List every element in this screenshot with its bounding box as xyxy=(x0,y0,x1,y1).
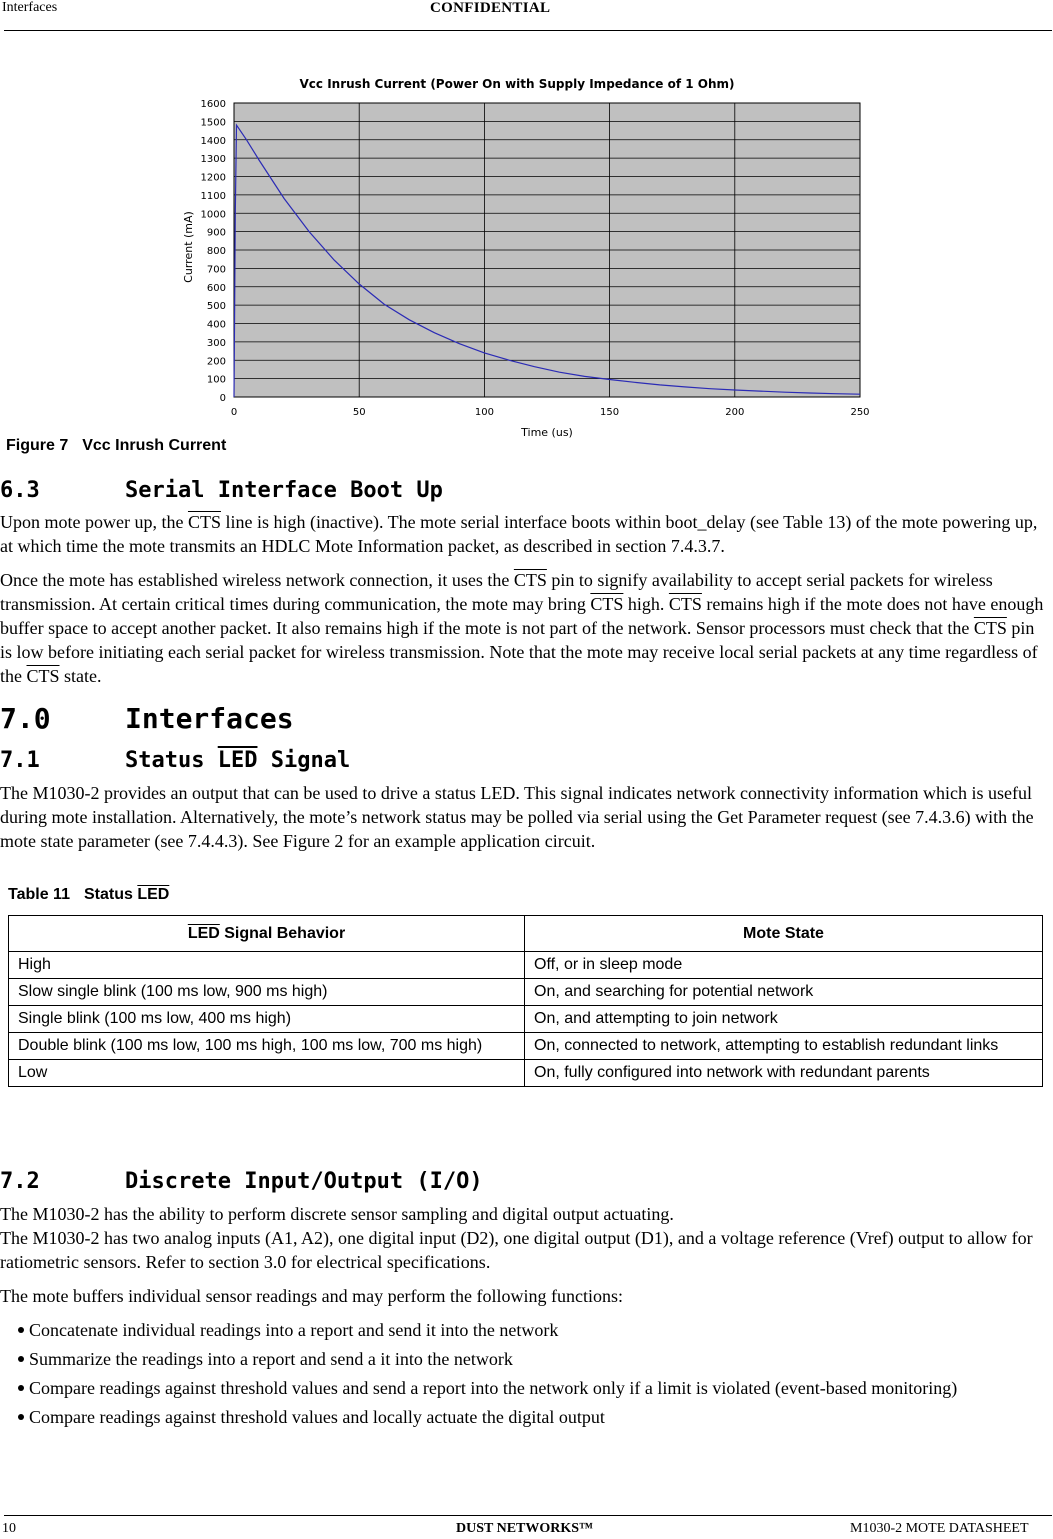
table-cell: High xyxy=(9,952,525,979)
text-run: state. xyxy=(59,666,102,686)
section-number: 6.3 xyxy=(0,478,40,503)
cts-signal: CTS xyxy=(513,570,547,590)
list-item xyxy=(0,1376,1050,1400)
footer-rule xyxy=(4,1515,1052,1516)
y-tick-label: 1200 xyxy=(200,172,226,184)
table-cell: On, connected to network, attempting to establish redundant links xyxy=(525,1033,1043,1060)
bullet-icon xyxy=(18,1327,24,1333)
paragraph: The M1030-2 provides an output that can be used to drive a status LED. This signal indicates network connectivity information which is useful during mote installation. Alternatively, the mote’s network status may be polled via serial using the Get Parameter request (see 7.4.3.6) with the mote state parameter (see 7.4.4.3). See Figure 2 for an example application circuit. xyxy=(0,783,1034,851)
header-label: Signal Behavior xyxy=(219,924,346,942)
section-number: 7.2 xyxy=(0,1169,40,1194)
section-number: 7.1 xyxy=(0,748,40,773)
company-name: DUST NETWORKS™ xyxy=(456,1521,594,1536)
text-run: remains high if the mote does not have enough buffer space to accept another packet. It also remains high if the mote is not part of the network. Sensor processors must check that the xyxy=(0,594,1044,638)
column-header-behavior xyxy=(9,916,525,952)
section-heading-7-0 xyxy=(0,702,294,735)
section-heading-7-2 xyxy=(0,1169,483,1194)
x-tick-label: 200 xyxy=(725,407,745,418)
led-signal: LED xyxy=(217,748,258,773)
y-tick-label: 1500 xyxy=(200,117,226,129)
list-item xyxy=(0,1405,1050,1429)
bullet-icon xyxy=(18,1385,24,1391)
section-6-3-body xyxy=(0,510,1050,688)
table-cell: On, and attempting to join network xyxy=(525,1006,1043,1033)
y-tick-label: 600 xyxy=(206,282,226,294)
section-number: 7.0 xyxy=(0,702,51,735)
x-tick-label: 250 xyxy=(850,407,870,418)
figure-caption xyxy=(6,437,226,455)
x-axis-label: Time (us) xyxy=(521,426,573,439)
cts-signal: CTS xyxy=(668,594,702,614)
text-run: Upon mote power up, the xyxy=(0,512,188,532)
table-cell: Double blink (100 ms low, 100 ms high, 100 ms low, 700 ms high) xyxy=(9,1033,525,1060)
function-list xyxy=(0,1318,1050,1429)
cts-signal: CTS xyxy=(590,594,624,614)
led-signal: LED xyxy=(137,886,170,903)
list-item-text: Concatenate individual readings into a report and send it into the network xyxy=(29,1320,559,1340)
table-row xyxy=(9,1033,1043,1060)
table-row xyxy=(9,979,1043,1006)
y-tick-label: 500 xyxy=(206,301,226,313)
x-tick-label: 0 xyxy=(230,407,238,418)
section-heading-7-1 xyxy=(0,748,350,773)
table-row xyxy=(9,1060,1043,1087)
paragraph: The M1030-2 has two analog inputs (A1, A2), one digital input (D2), one digital output (D1), and a voltage reference (Vref) output to allow for ratiometric sensors. Refer to section 3.0 for electrical specifications. xyxy=(0,1228,1033,1272)
table-caption xyxy=(8,886,169,904)
table-cell: Single blink (100 ms low, 400 ms high) xyxy=(9,1006,525,1033)
table-number: Table 11 xyxy=(8,886,70,903)
y-tick-label: 400 xyxy=(206,319,226,331)
text-run: high. xyxy=(623,594,669,614)
figure-number: Figure 7 xyxy=(6,437,69,454)
list-item-text: Summarize the readings into a report and send a it into the network xyxy=(29,1349,513,1369)
text-run: line is high (inactive). The mote serial interface boots within boot_delay (see Table 13) of the mote powering up, at which time the mote transmits an HDLC Mote Information packet, as described in section 7.4.3.7. xyxy=(0,512,1038,556)
list-item-text: Compare readings against threshold values and locally actuate the digital output xyxy=(29,1407,605,1427)
inrush-current-chart xyxy=(170,72,882,442)
table-header-row xyxy=(9,916,1043,952)
list-item-text: Compare readings against threshold values and send a report into the network only if a limit is violated (event-based monitoring) xyxy=(29,1378,958,1398)
y-axis-label: Current (mA) xyxy=(182,211,195,283)
section-7-1-body xyxy=(0,781,1048,853)
section-title: Interfaces xyxy=(125,702,294,735)
list-item xyxy=(0,1318,1050,1342)
paragraph: The M1030-2 has the ability to perform discrete sensor sampling and digital output actuating. xyxy=(0,1204,674,1224)
y-tick-label: 1000 xyxy=(200,209,226,221)
led-signal: LED xyxy=(187,924,220,942)
y-tick-label: 1300 xyxy=(200,154,226,166)
text-run: Once the mote has established wireless network connection, it uses the xyxy=(0,570,514,590)
table-cell: Off, or in sleep mode xyxy=(525,952,1043,979)
y-tick-label: 700 xyxy=(206,264,226,276)
section-title: Signal xyxy=(257,748,351,773)
y-tick-label: 1600 xyxy=(200,99,226,110)
y-tick-label: 0 xyxy=(219,393,226,404)
y-tick-label: 800 xyxy=(206,246,226,257)
section-title: Discrete Input/Output (I/O) xyxy=(125,1169,483,1194)
y-tick-label: 100 xyxy=(206,374,226,386)
section-title: Serial Interface Boot Up xyxy=(125,478,443,503)
column-header-mote-state: Mote State xyxy=(525,916,1043,952)
running-header-section: Interfaces xyxy=(2,0,58,15)
table-title: Status xyxy=(83,886,138,903)
cts-signal: CTS xyxy=(973,618,1007,638)
y-tick-label: 1400 xyxy=(200,135,226,147)
cts-signal: CTS xyxy=(187,512,221,532)
text-run: pin is low before initiating each serial packet for wireless transmission. Note that the mote may receive local serial packets at any time regardless of the xyxy=(0,618,1038,686)
chart-title: Vcc Inrush Current (Power On with Supply Impedance of 1 Ohm) xyxy=(299,77,735,91)
paragraph xyxy=(0,568,1050,688)
x-tick-label: 150 xyxy=(600,407,620,418)
y-tick-label: 1100 xyxy=(200,190,226,202)
text-run: pin to signify availability to accept serial packets for wireless transmission. At certain critical times during communication, the mote may bring xyxy=(0,570,993,614)
bullet-icon xyxy=(18,1414,24,1420)
x-tick-label: 50 xyxy=(352,407,366,418)
paragraph xyxy=(0,510,1050,558)
table-row xyxy=(9,952,1043,979)
list-item xyxy=(0,1347,1050,1371)
table-cell: On, fully configured into network with redundant parents xyxy=(525,1060,1043,1087)
paragraph: The mote buffers individual sensor readings and may perform the following functions: xyxy=(0,1286,624,1306)
page-number: 10 xyxy=(2,1521,16,1536)
table-cell: Slow single blink (100 ms low, 900 ms high) xyxy=(9,979,525,1006)
section-heading-6-3 xyxy=(0,478,443,503)
figure-title: Vcc Inrush Current xyxy=(82,437,227,454)
section-7-2-body xyxy=(0,1202,1050,1434)
header-rule xyxy=(4,30,1052,31)
confidential-label: CONFIDENTIAL xyxy=(430,0,551,16)
table-cell: Low xyxy=(9,1060,525,1087)
y-tick-label: 900 xyxy=(206,227,226,239)
chart-svg xyxy=(170,72,882,442)
bullet-icon xyxy=(18,1356,24,1362)
cts-signal: CTS xyxy=(26,666,60,686)
y-tick-label: 200 xyxy=(206,356,226,368)
table-row xyxy=(9,1006,1043,1033)
status-led-table xyxy=(8,915,1043,1087)
document-title: M1030-2 MOTE DATASHEET xyxy=(850,1521,1029,1536)
table-cell: On, and searching for potential network xyxy=(525,979,1043,1006)
x-tick-label: 100 xyxy=(474,407,494,418)
y-tick-label: 300 xyxy=(206,337,226,349)
section-title: Status xyxy=(125,748,218,773)
